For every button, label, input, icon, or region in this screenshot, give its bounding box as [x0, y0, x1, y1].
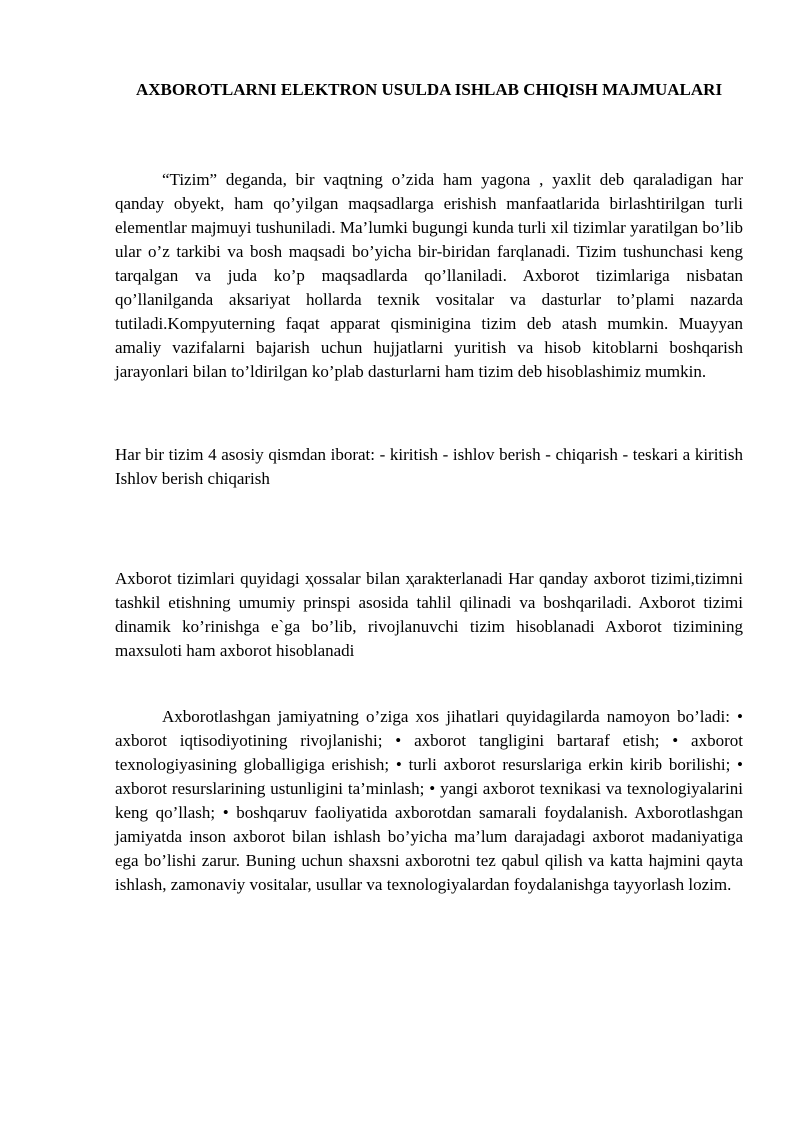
paragraph-axborotlashgan-jamiyat: Axborotlashgan jamiyatning o’ziga xos jihatlari quyidagilarda namoyon bo’ladi: • axborot iqtisodiyotining rivojlanishi; • axborot tangligini bartaraf etish; • axborot texnologiyasining globalligiga erishish; • turli axborot resurslariga erkin kirib borilishi; • axborot resurslarining ustunligini ta’minlash; • yangi axborot texnikasi va texnologiyalarini keng qo’llash; • boshqaruv faoliyatida axborotdan samarali foydalanish. Axborotlashgan jamiyatda inson axborot bilan ishlash bo’yicha ma’lum darajadagi axborot madaniyatiga ega bo’lishi zarur. Buning uchun shaxsni axborotni tez qabul qilish va katta hajmini qayta ishlash, zamonaviy vositalar, usullar va texnologiyalardan foydalanishga tayyorlash lozim. — [115, 707, 743, 894]
paragraph-axborot-tizimlari: Axborot tizimlari quyidagi ҳossalar bilan ҳarakterlanadi Har qanday axborot tizimi,tizimni tashkil etishning umumiy prinspi asosida tahlil qilinadi va boshqariladi. Axborot tizimi dinamik ko’rinishga e`ga bo’lib, rivojlanuvchi tizim hisoblanadi Axborot tizimining maxsuloti ham axborot hisoblanadi — [115, 569, 743, 660]
document-title: AXBOROTLARNI ELEKTRON USULDA ISHLAB CHIQISH MAJMUALARI — [135, 80, 723, 99]
paragraph-tizim-parts: Har bir tizim 4 asosiy qismdan iborat: - kiritish - ishlov berish - chiqarish - teskari a kiritish Ishlov berish chiqarish — [115, 445, 743, 488]
paragraph-tizim-definition: “Tizim” deganda, bir vaqtning o’zida ham yagona , yaxlit deb qaraladigan har qanday obyekt, ham qo’yilgan maqsadlarga erishish manfaatlarida birlashtirilgan turli elementlar majmuyi tushuniladi. Ma’lumki bugungi kunda turli xil tizimlar yaratilgan bo’lib ular o’z tarkibi va bosh maqsadi bo’yicha bir-biridan farqlanadi. Tizim tushunchasi keng tarqalgan va juda ko’p maqsadlarda qo’llaniladi. Axborot tizimlariga nisbatan qo’llanilganda aksariyat hollarda texnik vositalar va dasturlar to’plami nazarda tutiladi.Kompyuterning faqat apparat qisminigina tizim deb atash mumkin. Muayyan amaliy vazifalarni bajarish uchun hujjatlarni yuritish va hisob kitoblarni boshqarish jarayonlari bilan to’ldirilgan ko’plab dasturlarni ham tizim deb hisoblashimiz mumkin. — [115, 170, 743, 381]
